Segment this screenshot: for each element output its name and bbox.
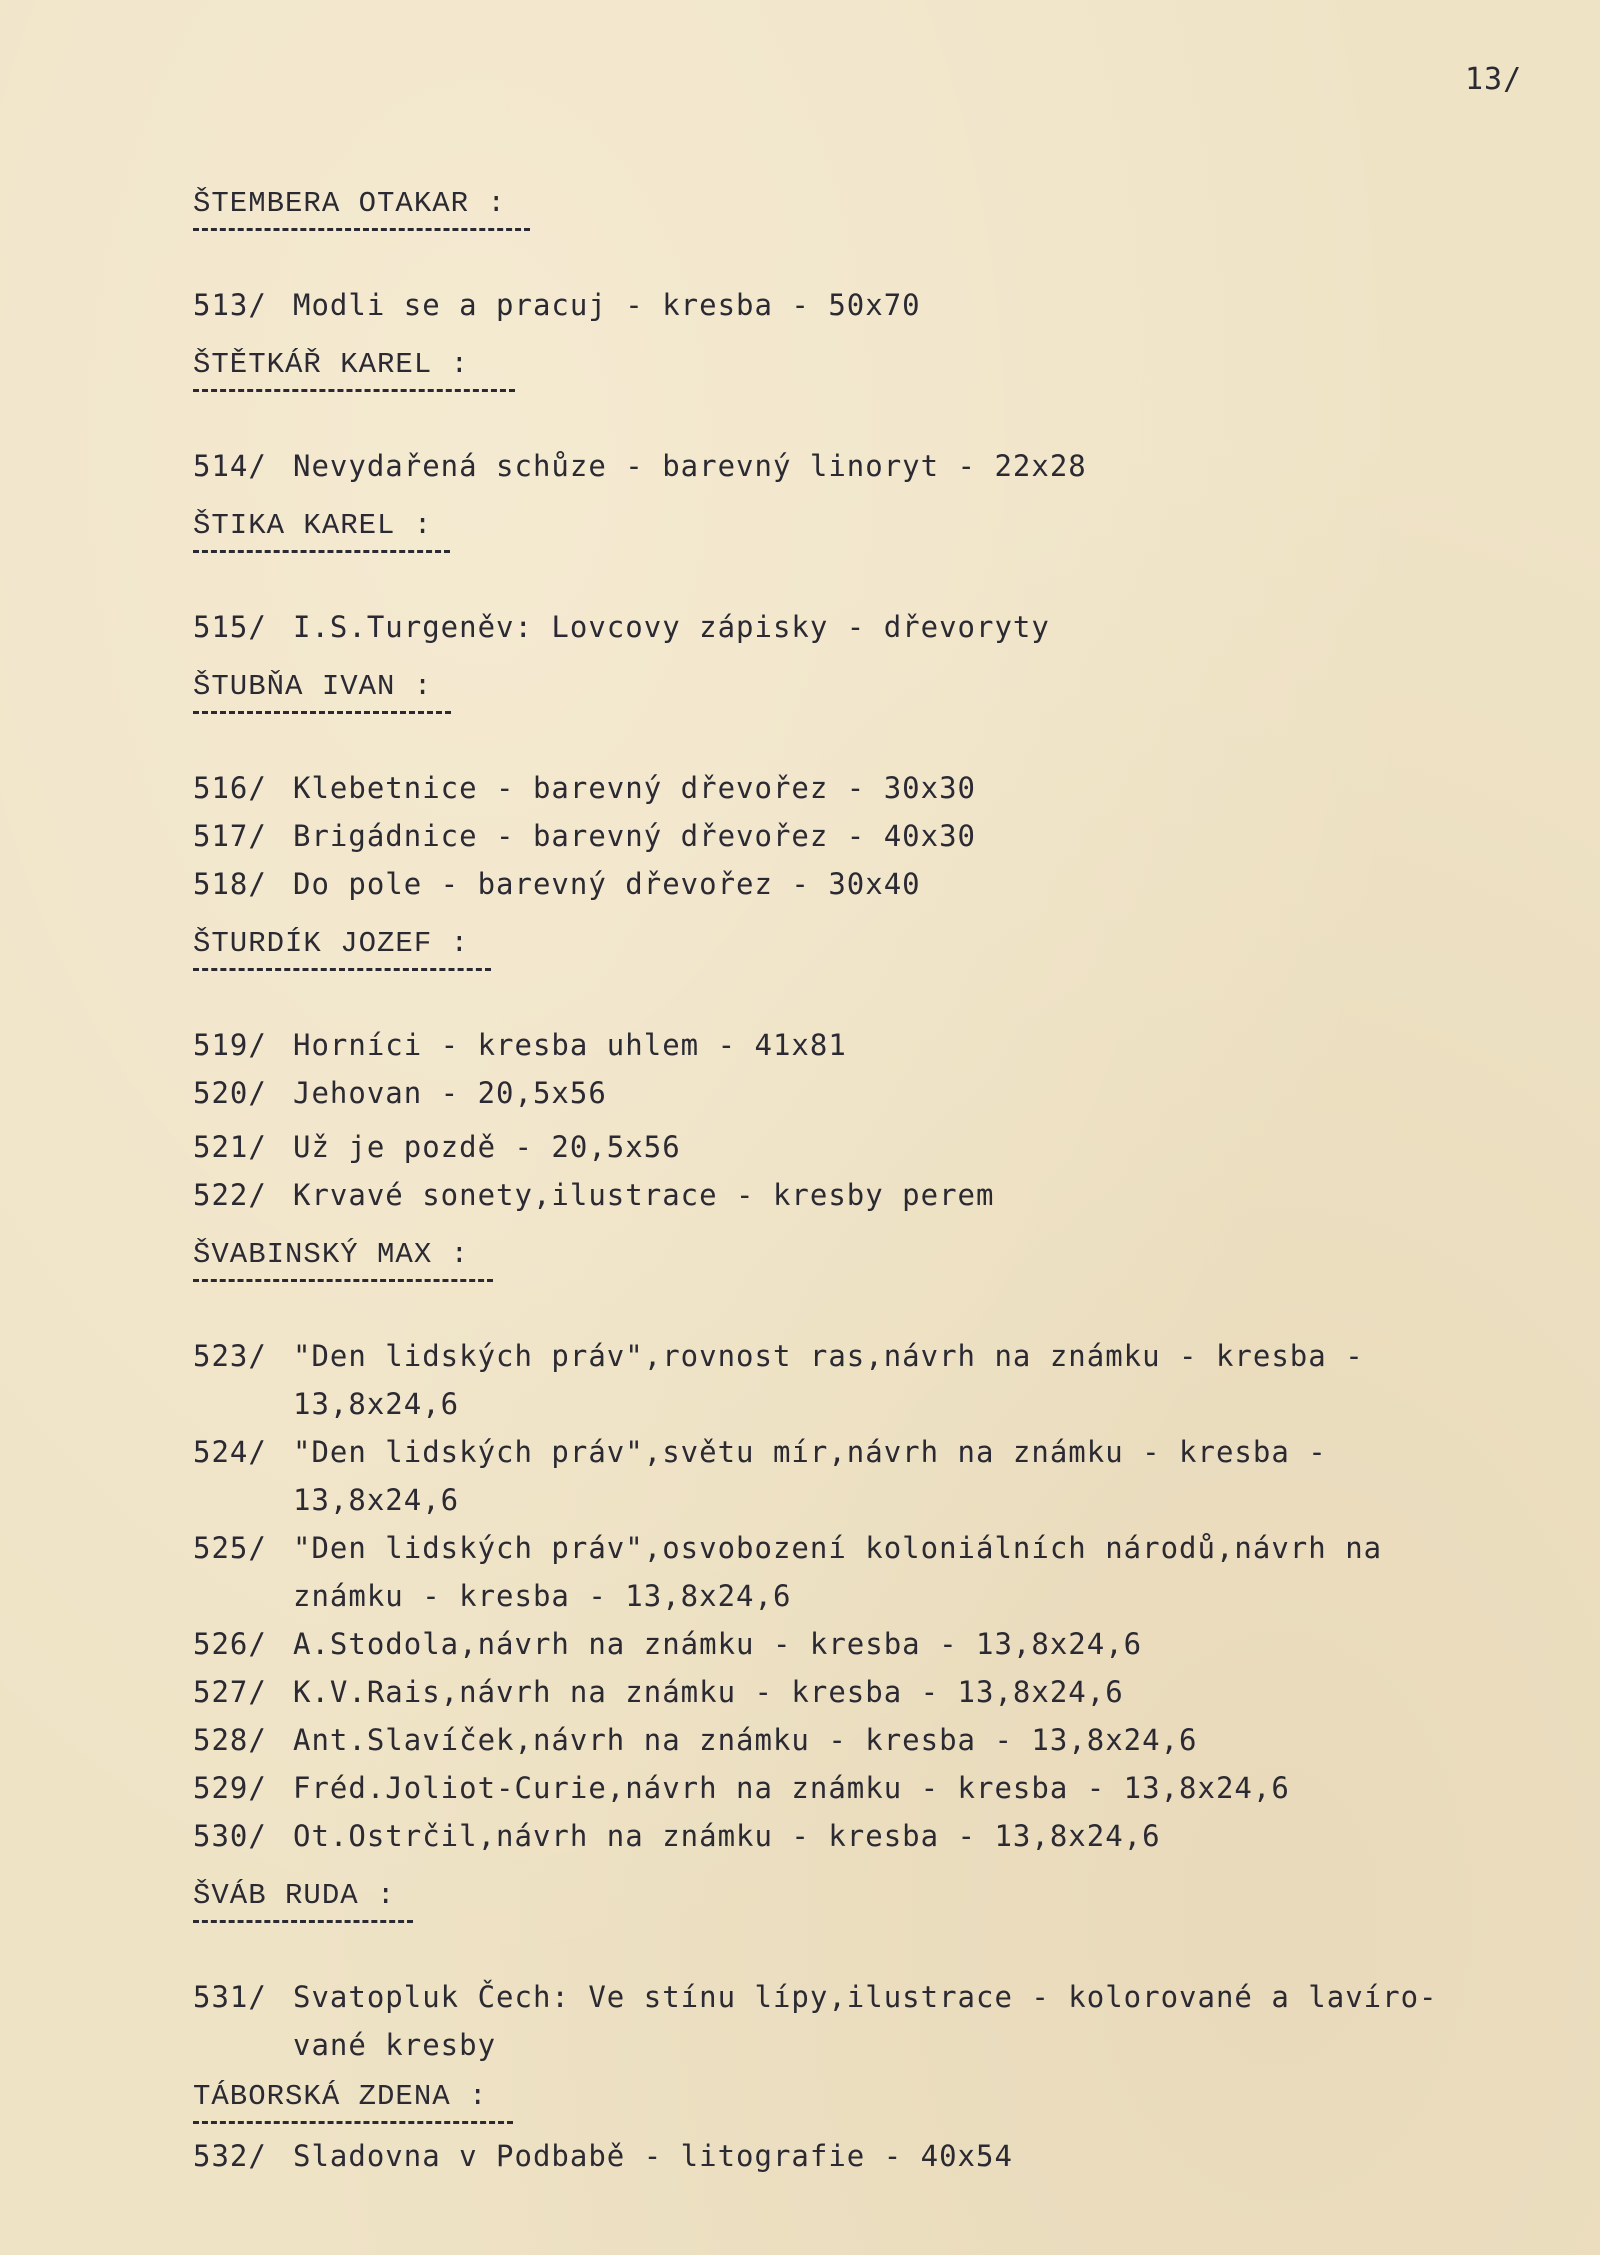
catalog-entry (193, 281, 1493, 329)
entry-number: 513/ (193, 288, 267, 322)
artist-section (193, 665, 1493, 922)
catalog-entry (193, 860, 1493, 908)
entry-number: 522/ (193, 1178, 267, 1212)
entry-number: 521/ (193, 1130, 267, 1164)
catalog-entry (193, 1069, 1493, 1117)
catalog-entry (193, 2132, 1493, 2180)
artist-section (193, 343, 1493, 504)
artist-section (193, 504, 1493, 665)
entry-continuation: 13,8x24,6 (293, 1387, 460, 1421)
entry-text: Krvavé sonety,ilustrace - kresby perem (293, 1178, 995, 1212)
entry-text: Ant.Slavíček,návrh na známku - kresba - 13,8x24,6 (293, 1723, 1198, 1757)
entry-text: "Den lidských práv",osvobození koloniálních národů,návrh na (293, 1531, 1383, 1565)
catalog-entry (193, 1524, 1493, 1572)
entry-text: Klebetnice - barevný dřevořez - 30x30 (293, 771, 977, 805)
entry-text: Svatopluk Čech: Ve stínu lípy,ilustrace - kolorované a lavíro- (293, 1980, 1438, 2014)
entry-continuation: vané kresby (293, 2028, 497, 2062)
entry-number: 516/ (193, 771, 267, 805)
catalog-entry (193, 1668, 1493, 1716)
entry-text: Horníci - kresba uhlem - 41x81 (293, 1028, 847, 1062)
entry-text: Už je pozdě - 20,5x56 (293, 1130, 681, 1164)
heading-underline (193, 550, 450, 553)
entry-continuation: známku - kresba - 13,8x24,6 (293, 1579, 792, 1613)
entry-number: 515/ (193, 610, 267, 644)
catalog-entry (193, 1332, 1493, 1380)
artist-heading: TÁBORSKÁ ZDENA : (193, 2080, 488, 2113)
catalog-entry (193, 1812, 1493, 1860)
entry-number: 524/ (193, 1435, 267, 1469)
catalog-entry (193, 1620, 1493, 1668)
entry-number: 514/ (193, 449, 267, 483)
heading-underline (193, 1920, 413, 1923)
entry-text: "Den lidských práv",rovnost ras,návrh na známku - kresba - (293, 1339, 1364, 1373)
entry-number: 531/ (193, 1980, 267, 2014)
catalog-entry (193, 764, 1493, 812)
entry-text: Modli se a pracuj - kresba - 50x70 (293, 288, 921, 322)
entry-text: Fréd.Joliot-Curie,návrh na známku - kresba - 13,8x24,6 (293, 1771, 1290, 1805)
artist-section (193, 182, 1493, 343)
entry-number: 517/ (193, 819, 267, 853)
heading-underline (193, 228, 530, 231)
catalog-entry (193, 1171, 1493, 1219)
catalog-entry (193, 1428, 1493, 1476)
artist-heading: ŠTURDÍK JOZEF : (193, 927, 470, 960)
entry-number: 525/ (193, 1531, 267, 1565)
catalog-entry (193, 812, 1493, 860)
artist-heading: ŠVÁB RUDA : (193, 1879, 396, 1912)
catalog-entry (193, 1123, 1493, 1171)
artist-section (193, 1874, 1493, 2075)
heading-underline (193, 2121, 513, 2124)
entry-text: Brigádnice - barevný dřevořez - 40x30 (293, 819, 977, 853)
heading-underline (193, 968, 491, 971)
heading-underline (193, 711, 451, 714)
artist-heading: ŠVABINSKÝ MAX : (193, 1238, 470, 1271)
catalog-entry (193, 1716, 1493, 1764)
entry-text: Do pole - barevný dřevořez - 30x40 (293, 867, 921, 901)
artist-heading: ŠTUBŇA IVAN : (193, 670, 433, 703)
artist-section (193, 1233, 1493, 1874)
entry-text: Ot.Ostrčil,návrh na známku - kresba - 13,8x24,6 (293, 1819, 1161, 1853)
page-number: 13/ (1465, 62, 1523, 97)
heading-underline (193, 1279, 493, 1282)
entry-text: Sladovna v Podbabě - litografie - 40x54 (293, 2139, 1013, 2173)
entry-number: 518/ (193, 867, 267, 901)
catalog-entry (193, 442, 1493, 490)
entry-number: 520/ (193, 1076, 267, 1110)
catalog-list (193, 182, 1493, 2180)
catalog-entry (193, 1973, 1493, 2021)
entry-number: 519/ (193, 1028, 267, 1062)
entry-text: Jehovan - 20,5x56 (293, 1076, 607, 1110)
entry-number: 532/ (193, 2139, 267, 2173)
entry-number: 523/ (193, 1339, 267, 1373)
catalog-entry (193, 1764, 1493, 1812)
catalog-entry (193, 1021, 1493, 1069)
artist-heading: ŠTĚTKÁŘ KAREL : (193, 348, 470, 381)
entry-continuation: 13,8x24,6 (293, 1483, 460, 1517)
entry-text: "Den lidských práv",světu mír,návrh na známku - kresba - (293, 1435, 1327, 1469)
artist-section (193, 922, 1493, 1233)
entry-text: K.V.Rais,návrh na známku - kresba - 13,8x24,6 (293, 1675, 1124, 1709)
entry-text: I.S.Turgeněv: Lovcovy zápisky - dřevoryty (293, 610, 1050, 644)
entry-number: 529/ (193, 1771, 267, 1805)
entry-text: Nevydařená schůze - barevný linoryt - 22x28 (293, 449, 1087, 483)
entry-text: A.Stodola,návrh na známku - kresba - 13,8x24,6 (293, 1627, 1143, 1661)
artist-heading: ŠTEMBERA OTAKAR : (193, 187, 506, 220)
entry-number: 526/ (193, 1627, 267, 1661)
entry-number: 530/ (193, 1819, 267, 1853)
heading-underline (193, 389, 515, 392)
entry-number: 527/ (193, 1675, 267, 1709)
catalog-entry (193, 603, 1493, 651)
artist-section (193, 2075, 1493, 2180)
entry-number: 528/ (193, 1723, 267, 1757)
artist-heading: ŠTIKA KAREL : (193, 509, 433, 542)
